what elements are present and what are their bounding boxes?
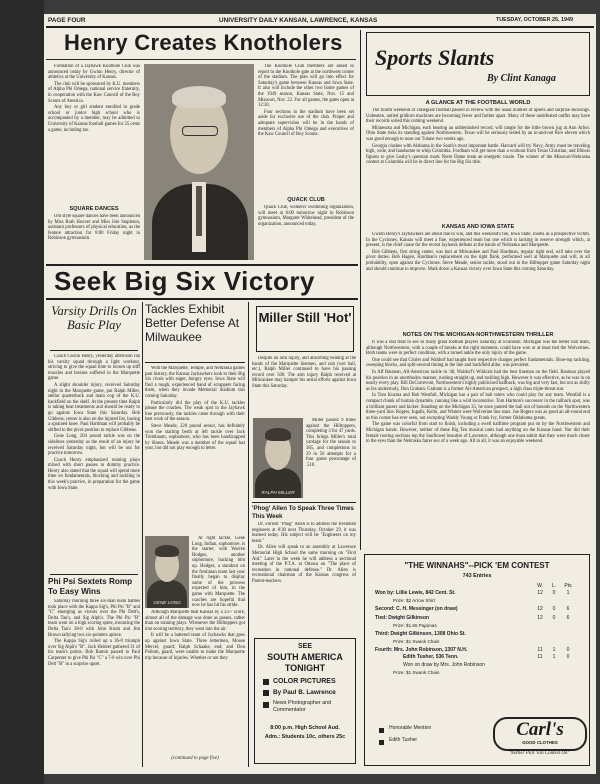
masthead: UNIVERSITY DAILY KANSAN, LAWRENCE, KANSAS [219, 17, 378, 24]
slants-column-part3: It was a real treat to see so many great football players Saturday at Evanston. Michigan was the better ball team, although Northwestern, with a couple of breaks at the right moments, could have won or at least tied the Wolverines. Both teams were in perfect condition, with a turned ankle the only injury of the game. One could see that Crisler and Waldorf had taught their respective charges perfect fundamentals. Shoe-top tackling, sweeping blocks, and split-second timing in the line and backfield alike, was prevalent. In Alf Bauman, All-American tackle in '40, Waldorf's Wildcats had the best lineman on the field. Bauman played his position in an unorthodox manner, rushing straight up, and tackling high. However it was effective, as he was in on nearly every play. Bill DeCorrevont, Northwestern's highly publicized halfback, was big and very fast, but not as shifty as his understudy, Don Graham. Graham is a former All-American prospect, a high class triple-threat star. In Tom Kuzma and Bob Westfall, Michigan has a pair of ball toters who could play for any team. Westfall is a compact chunk of human dynamite, running like a wild locomotive. Tom Harmon's successor in the tailback spot, was a brilliant passer and kicker. Standing on the Michigan 35, he once punted the ball out of bounds on the Northwestern three-yard line. Rogers, Ingalls, Kelto, and Wistert were Wolverine line stars. Joe Rogers was as good an all-round end as this corner has ever seen, not excepting Waddy Young or Frank Ivy, former Oklahoma greats. The game was colorful from start to finish, including a swell halftime program put on by the Northwestern and Michigan bands. However, neither of these Big Ten musical units had anything on the Kansas band. Nor did their female rooting sections top the Sunflower beauties of Lawrence, although one must admit that they were much closer to the eyes than the Nebraska fairer sex of a week ago. All in all, it was an enjoyable weekend. [366, 340, 590, 445]
phipsi-headline: Phi Psi Sextets Romp To Easy Wins [48, 577, 133, 596]
bullet-square-icon [379, 728, 384, 733]
bullet-square-icon [263, 690, 269, 696]
carls-logo [493, 717, 587, 751]
knotholers-headline: Henry Creates Knotholers [64, 30, 343, 55]
miller-story-wrap: Miller passed 9 times against the Hilltoppers, completing 3 for 47 yards. This brings Miller's total yardage for the season to 385, and completions to 29 in 56 attempts for a four game percentage of .518. [306, 418, 356, 468]
square-dances-story: Old style square dances have been announced by Miss Ruth Hoover and Miss Joie Stapleton, assistant professors of physical education, as the feature attraction for 8:00 Friday night in Robinson gymnasium. [48, 214, 140, 242]
table-row: Fourth: Mrs. John Robinson, 1307 N.H. 11 1 0 [375, 647, 570, 653]
sports-slants-box [366, 32, 590, 96]
ad-color-pictures: COLOR PICTURES [273, 678, 336, 685]
gene-long-caption: GENE LONG [153, 600, 181, 605]
varsity-headline: Varsity Drills On Basic Play [51, 304, 137, 332]
ad-tonight: TONIGHT [284, 663, 326, 673]
ralph-miller-caption: RALPH MILLER [261, 490, 295, 495]
carls-logo-text: Carl's [516, 719, 564, 740]
sports-slants-byline: By Clint Kanaga [487, 73, 556, 84]
tackles-story-top: With the Marquette, Temple, and Nebraska games past history, the Kansas Jayhawkers look to their Big Six rivals with eager, hungry eyes. Iowa State will find a tough, experienced band of scrappers facing them, when they invade Memorial Stadium this coming Saturday. Particularly did the play of the K.U. tackles please the coaches. The weak spot in the Jayhawk line previously, the tackles came through with their best work of the season. Steve Meade, 220 pound senior, has definitely won the starting berth at left tackle over Jack Trombaum, sophomore, who has been handicapped by illness. Meade was a member of the squad last year, but did not play enough to letter. [145, 366, 245, 452]
sports-slants-title: Sports Slants [375, 45, 495, 70]
bullet-square-icon [379, 740, 384, 745]
ad-see: SEE [297, 643, 312, 650]
south-america-ad [254, 638, 356, 764]
table-row: Won on draw by Mrs. John Robinson [403, 662, 485, 668]
table-row: Won by: Lillie Lewis, 842 Cent. St. 12 0 1 [375, 590, 570, 596]
page-number: PAGE FOUR [48, 17, 86, 24]
prize-line: Prize: $2 Arrow Shirt [393, 598, 435, 603]
varsity-story: Coach Gwinn Henry, yesterday afternoon ran his varsity squad through a light workout, striving to give the squad time to loosen up stiff muscles and bruises suffered in the Marquette game. A slight shoulder injury, received Saturday night in the Marquette game, put Ralph Miller, stellar quarterback and main cog of the K.U. backfield on the shelf. At the present time Ralph is taking heat treatments and should be ready to go against Iowa State this Saturday. Bob Gibbens, center is also on the injured list, having a sprained knee. Paul Hardman will probably be shifted to the pivot position to replace Gibbens. Gene Long, 204 pound tackle was on the sidelines yesterday as the result of an injury he received Saturday night, but will be out for practice tomorrow. Coach Henry emphasized running plays mixed with short passes in dummy practice. Henry also stated that the squad will spend more time on fundamentals, blocking and tackling in this week's practice, in preparation for the game with Iowa State. [48, 354, 140, 491]
gene-long-photo [145, 536, 189, 608]
knotholers-story-left: Formation of a Jayhawk Knothole Club was announced today by Gwinn Henry, director of athletics at the University of Kansas. The club will be sponsored by K.U. members of Alpha Phi Omega, national service fraternity, in cooperation with the Kaw Council of the Boy Scouts of America. Any boy or girl student enrolled in grade school or junior high school who is accompanied by a member, may be admitted to University of Kansas football games for 25 cents a game, including tax. [48, 64, 140, 133]
contest-entries: 743 Entries [462, 573, 492, 579]
ad-news-photographer: News Photographer and Commentator [273, 700, 332, 713]
newspaper-page [44, 14, 596, 774]
table-row: Third: Dwight Gilkinson, 1308 Ohio St. [375, 631, 466, 637]
gwinn-henry-photo [144, 64, 254, 260]
banner-headline: Seek Big Six Victory [54, 266, 315, 296]
continued-note: (continued to page five) [171, 756, 219, 761]
square-dances-heading: SQUARE DANCES [69, 206, 119, 212]
slants-heading-kansas-iowa: KANSAS AND IOWA STATE [441, 224, 515, 230]
tackles-story-bottom: Although Marquette beat Kansas by a 33-7 score, almost all of the damage was done as passes, rather than on running plays. Whenever the Hilltoppers got into scoring territory, they went into the air. It will be a battered team of Jayhawks that goes up against Iowa State. Three lettermen, Moose Mercel, guard; Ralph Schaake, end; and Don Pollom, guard, were unable to make the Marquette trip because of injuries. Whether or not they [145, 610, 245, 661]
slants-heading-michigan: NOTES ON THE MICHIGAN-NORTHWESTERN THRILLER [402, 332, 554, 338]
bullet-square-icon [263, 702, 269, 708]
honorable-mention-label: Honorable Mention [389, 725, 432, 731]
ad-time: 8:00 p.m. High School Aud. [270, 725, 340, 731]
phog-story: Dr. Forrest "Phog" Allen is to address the freshmen engineers at 8:30 next Thursday, October 29, it was learned today. His subject will be "Engineers on my team." Dr. Allen will speak to an assembly at Lawrence Memorial High School the same morning on "First Aid." Later in the week he will address a sectional meeting of the P.T.A. at Ottawa on "The place of recreation in national defense." Dr. Allen is recreational chairman of the Kansas congress of Parent-teachers. [252, 522, 356, 584]
tackles-headline: Tackles Exhibit Better Defense At Milwaukee [145, 302, 240, 344]
contest-title: "THE WINNAHS"--PICK 'EM CONTEST [404, 561, 550, 570]
page-gutter [0, 0, 44, 784]
table-row: Tied: Dwight Gilkinson 12 0 6 [375, 615, 570, 621]
ad-admission: Adm.: Students 10c, others 25c [264, 734, 346, 740]
slants-column-part1: The fourth weekend of collegiate football passed in review with the usual number of upsets and surprise showings. Unbeaten, untied gridiron machines are becoming fewer and farther apart. Many of these undefeated outfits may have their records soiled this coming weekend. Minnesota and Michigan, each bearing an unblemished record, will tangle for the little brown jug at Ann Arbor. Ohio State risks its standing against Northwestern. Texas will be seriously tested by an in-and-out Rice eleven which was good enough to nose out Tulane two weeks ago. Georgia clashes with Alabama in the South's most important battle. Harvard will try Navy, Army must be traveling high, wide, and handsome to whip Columbia. Fordham will get more than a workout from Texas Christian, and Illinois figures to give Leahy's question mark Notre Dame team an energetic tussle. The winner of the Missouri-Nebraska contest at Columbia will be in direct line for the Big Six title. [366, 108, 590, 166]
phipsi-story: Saturday morning three six-man team battles took place with the Kappa Sig's, Phi Psi "B" and "C" emerging as victors over the Phi Delt's, Delta Tau's, and Sig Alph's. The Phi Psi "B" team went on a high scoring spree, trouncing the Delta Tau's 38-0 with John Krum and Jim Brown tallying two six-pointers apiece. The Kappa Sig's rolled up a 36-0 triumph over Sig Alph's "B". Jack Heinler gathered 31 of his team's points. Bob Barton passed to Paul Carpenter to give Phi Psi "C" a 7-0 win over Phi Delt "B" in a surprise upset. [48, 599, 140, 667]
prize-line: Prize: $1.65 Pajamas [393, 623, 437, 628]
issue-date: TUESDAY, OCTOBER 25, 1949 [496, 17, 573, 23]
honorable-mention-name: Edith Tusher [389, 737, 418, 743]
contest-slogan: "Nother Pick 'Em Contest On" [508, 751, 570, 756]
carls-logo-sub: GOOD CLOTHES [522, 740, 558, 745]
pick-em-contest-box [364, 554, 590, 766]
contest-results [375, 583, 575, 676]
tackles-story-wrap: At right tackle, Gene Long, Indian, sophomore, is the starter, with Warren Hodges, another sophomore, backing him up. Hodges, a standout on the freshman team last year finally began to display some of the prowess expected of him, in the game with Marquette. The coaches are hopeful that now he has hit his stride. [192, 536, 245, 608]
quack-club-story: Quack Club, women's swimming organization, will meet at 8:00 tomorrow night in Robinson gymnasium, Margaret Whitehead, president of the organization, announced today. [258, 205, 354, 227]
quack-club-heading: QUACK CLUB [287, 197, 325, 203]
ad-south-america: SOUTH AMERICA [267, 652, 343, 662]
miller-headline: Miller Still 'Hot' [258, 310, 352, 325]
contest-column-headers: W. L. Pts [537, 583, 572, 589]
miller-headline-box [256, 306, 354, 352]
phog-headline: 'Phog' Allen To Speak Three Times This Week [252, 505, 354, 520]
slants-column-part2: Gwinn Henry's Jayhawkers are about due to win, and this weekend's foe, Iowa State, looms as a prospective victim. In the Cyclones, Kansas will meet a fine, experienced team but one which is lacking in reserve strength which, at present, is the chief cause for the recent Jayhawk defeats at the hands of Nebraska and Marquette. Bob Gibbens, first string center, was hurt at Milwaukee and Paul Hardman, regular right end, will take over the pivot duties. Bob Hagen, Hardman's replacement on the right flank, performed well at Marquette and will, in all probability, open against the Cyclones. Steve Meade, senior tackle, stood out in the Hilltopper game Saturday night and should continue to improve. Mark down a Kansas victory over Iowa State this coming Saturday. [366, 232, 590, 272]
prize-line: Prize: $1 Swank Chain [393, 639, 440, 644]
miller-story-top: Despite an arm injury, and absorbing beating at the hands of the Marquette linemen, and rain (wet ball, etc.), Ralph Miller continued to have his passing record over 500. The arm injury Ralph received at Milwaukee may hamper his aerial efforts against Iowa State this Saturday. [252, 356, 356, 389]
knotholers-story-right: The Knothole Club members are asked to report to the Knothole gate at the northwest corner of the stadium. The plan will go into effect for Saturday's game between Kansas and Iowa State. It also will include the other two home games of the 1949 season, Kansas State, Nov. 15 and Missouri, Nov. 22. For all games, the gates open at 12:30. Four sections in the stadium have been set aside for exclusive use of the club. Proper and adequate supervision will be in the hands of members of Alpha Phi Omega and executives of the Kaw Council of Boy Scouts. [258, 64, 354, 138]
bullet-square-icon [263, 679, 269, 685]
prize-line: Prize: $1 Swank Chain [393, 670, 440, 675]
slants-heading-football-world: A GLANCE AT THE FOOTBALL WORLD [425, 100, 531, 106]
ralph-miller-photo [253, 418, 303, 498]
ad-by-lawrence: By Paul B. Lawrence [273, 689, 336, 696]
table-row: Second: C. H. Messinger (on draw) 12 0 6 [375, 606, 570, 612]
table-row: Edith Tusher, 536 Tenn. 11 1 0 [403, 654, 570, 660]
